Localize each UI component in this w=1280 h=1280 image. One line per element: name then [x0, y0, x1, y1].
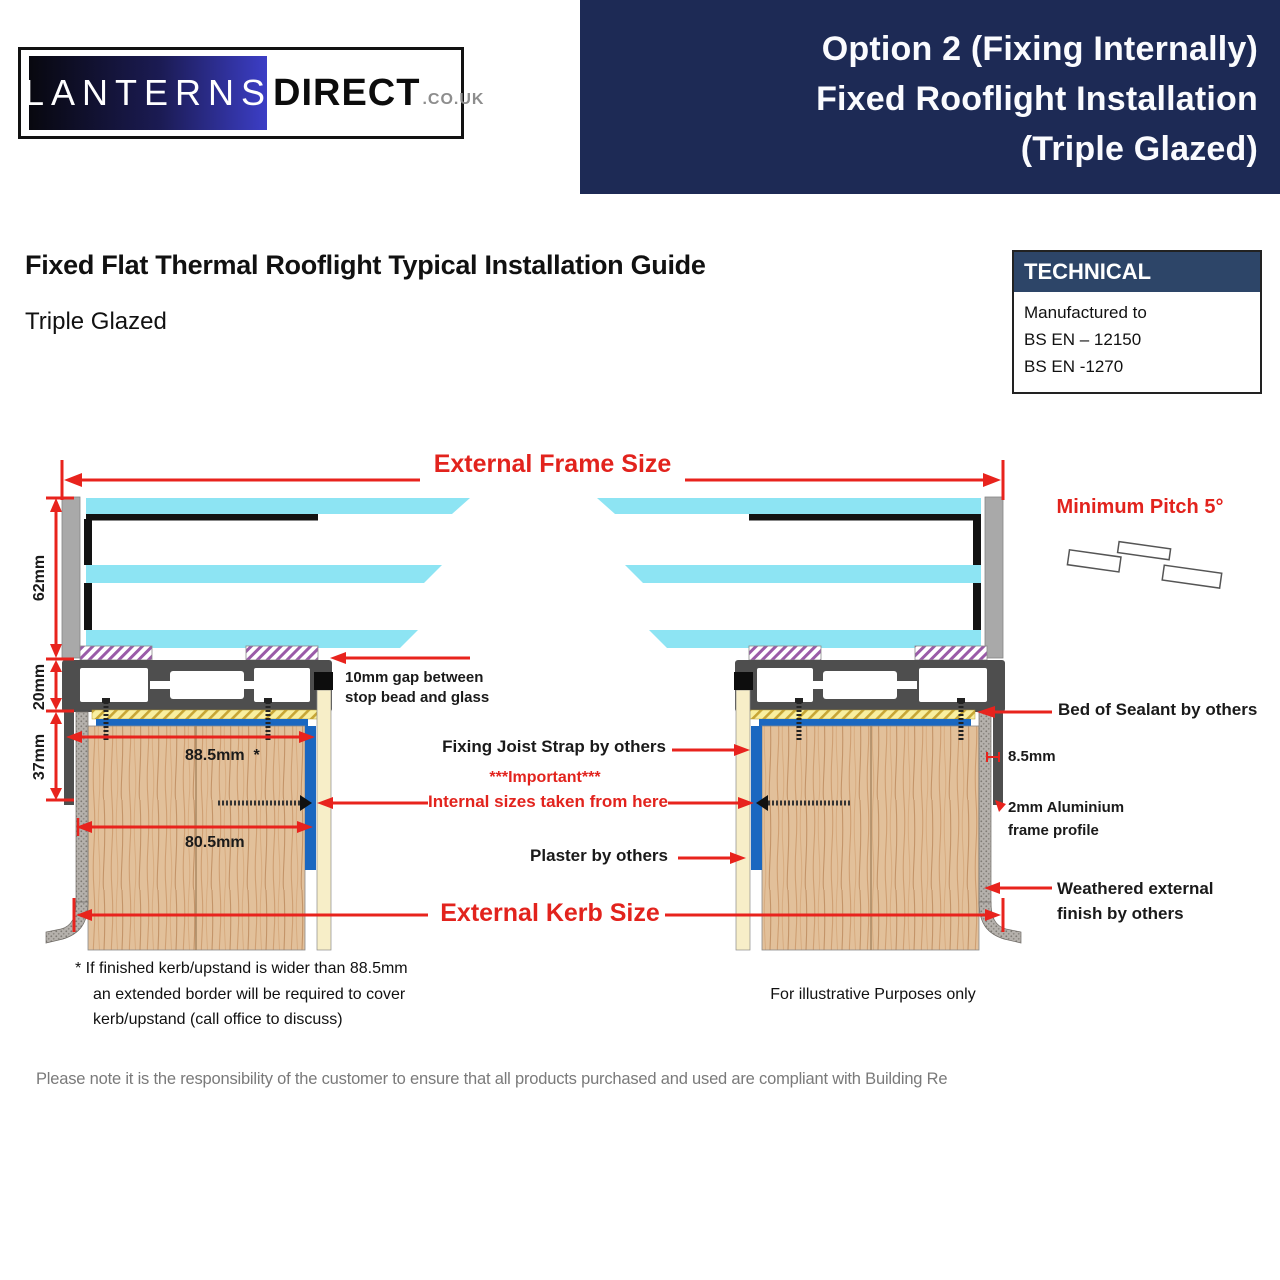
- logo-gradient-block: [23, 56, 273, 130]
- fixing-joist-label: Fixing Joist Strap by others: [442, 737, 666, 756]
- right-section: [597, 497, 1021, 950]
- internal-sizes-label: Internal sizes taken from here: [428, 792, 668, 811]
- weathered-line2: finish by others: [1057, 904, 1184, 923]
- gap-note-line2: stop bead and glass: [345, 689, 490, 706]
- gap-note-line1: 10mm gap between: [345, 669, 484, 686]
- dim-62mm: 62mm: [31, 554, 48, 602]
- alu-profile-line1: 2mm Aluminium: [1008, 799, 1125, 816]
- dim-8-5mm: 8.5mm: [1008, 748, 1056, 765]
- dim-88-5mm: 88.5mm *: [185, 747, 260, 764]
- plaster-label: Plaster by others: [530, 846, 668, 865]
- footnote-line3: kerb/upstand (call office to discuss): [93, 1011, 343, 1028]
- dim-20mm: 20mm: [31, 663, 48, 711]
- technical-header: TECHNICAL: [1014, 252, 1260, 292]
- left-section: [46, 497, 470, 950]
- dim-80-5mm: 80.5mm: [185, 834, 245, 851]
- footnote-line1: * If finished kerb/upstand is wider than 88.5mm: [75, 960, 408, 977]
- important-label: ***Important***: [489, 769, 601, 786]
- logo-text-tld: .CO.UK: [422, 91, 485, 108]
- minimum-pitch-label: Minimum Pitch 5°: [1056, 496, 1224, 518]
- logo-text-direct: DIRECT: [273, 71, 421, 114]
- bed-of-sealant-label: Bed of Sealant by others: [1058, 700, 1258, 719]
- illustrative-label: For illustrative Purposes only: [770, 986, 976, 1003]
- weathered-line1: Weathered external: [1057, 879, 1214, 898]
- banner-line-2: Fixed Rooflight Installation: [816, 80, 1258, 118]
- technical-line-2: BS EN – 12150: [1024, 330, 1142, 349]
- technical-line-1: Manufactured to: [1024, 303, 1147, 322]
- page-subtitle: Triple Glazed: [25, 308, 167, 335]
- pitch-sketch: [1067, 535, 1224, 588]
- option-banner: [580, 0, 1280, 194]
- footnote-line2: an extended border will be required to cover: [93, 986, 406, 1003]
- page-title: Fixed Flat Thermal Rooflight Typical Installation Guide: [25, 250, 706, 280]
- external-kerb-size-label: External Kerb Size: [440, 899, 660, 927]
- external-frame-size-label: External Frame Size: [433, 450, 672, 478]
- technical-line-3: BS EN -1270: [1024, 357, 1124, 376]
- technical-box: [1012, 250, 1262, 394]
- dim-37mm: 37mm: [31, 733, 48, 781]
- lanterns-direct-logo: [18, 47, 485, 139]
- logo-text-lanterns: LANTERNS: [23, 72, 273, 113]
- compliance-note: Please note it is the responsibility of the customer to ensure that all products purchased and used are compliant with Building Re: [36, 1070, 948, 1088]
- alu-profile-line2: frame profile: [1008, 822, 1099, 839]
- banner-line-3: (Triple Glazed): [1020, 130, 1258, 168]
- banner-line-1: Option 2 (Fixing Internally): [821, 30, 1258, 68]
